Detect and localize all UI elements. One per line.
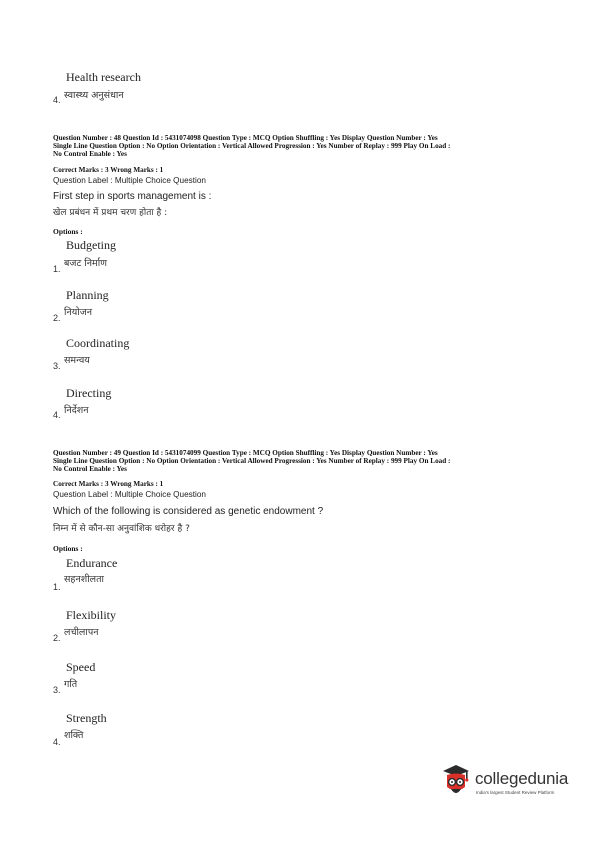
prev-option-4-english: Health research bbox=[66, 70, 141, 84]
q48-label: Question Label : Multiple Choice Question bbox=[53, 176, 206, 185]
q49-meta bbox=[53, 449, 450, 473]
q48-meta-line2: Single Line Question Option : No Option Orientation : Vertical Allowed Progression : Yes Number of Replay : 999 Play On Load : bbox=[53, 142, 451, 150]
q48-option-3-number: 3. bbox=[53, 361, 61, 371]
q49-option-1-number: 1. bbox=[53, 582, 61, 592]
q48-option-1-number: 1. bbox=[53, 264, 61, 274]
q48-option-1-english: Budgeting bbox=[66, 238, 116, 252]
q48-question-english: First step in sports management is : bbox=[53, 191, 212, 202]
q48-option-2-number: 2. bbox=[53, 313, 61, 323]
q49-option-1-hindi: सहनशीलता bbox=[64, 574, 104, 585]
q49-question-english: Which of the following is considered as genetic endowment ? bbox=[53, 506, 324, 517]
q48-meta bbox=[53, 134, 450, 158]
q49-option-2-english: Flexibility bbox=[66, 608, 117, 622]
q49-options-title: Options : bbox=[53, 544, 83, 553]
q48-option-1-hindi: बजट निर्माण bbox=[64, 258, 108, 269]
q48-option-4-hindi: निर्देशन bbox=[64, 405, 89, 416]
q48-option-2-hindi: नियोजन bbox=[64, 307, 93, 318]
q49-option-3-hindi: गति bbox=[64, 679, 78, 690]
q49-option-2-hindi: लचीलापन bbox=[64, 627, 99, 638]
q49-option-4-english: Strength bbox=[66, 711, 107, 725]
prev-option-4-number: 4. bbox=[53, 95, 61, 105]
q49-option-3-number: 3. bbox=[53, 685, 61, 695]
collegedunia-logo bbox=[439, 763, 579, 803]
q49-option-4-number: 4. bbox=[53, 737, 61, 747]
prev-option-4-hindi: स्वास्थ्य अनुसंधान bbox=[64, 90, 124, 101]
q49-meta-line2: Single Line Question Option : No Option Orientation : Vertical Allowed Progression : Yes Number of Replay : 999 Play On Load : bbox=[53, 457, 451, 465]
q49-label: Question Label : Multiple Choice Question bbox=[53, 490, 206, 499]
q48-question-hindi: खेल प्रबंधन में प्रथम चरण होता है : bbox=[53, 208, 168, 218]
q48-meta-line1: Question Number : 48 Question Id : 5431074098 Question Type : MCQ Option Shuffling : Yes Display Question Number : Yes bbox=[53, 134, 438, 142]
mascot-icon bbox=[439, 763, 473, 801]
q49-option-3-english: Speed bbox=[66, 660, 96, 674]
q49-option-4-hindi: शक्ति bbox=[64, 730, 84, 741]
q48-option-3-hindi: समन्वय bbox=[64, 355, 90, 366]
q48-option-3-english: Coordinating bbox=[66, 336, 130, 350]
q49-option-1-english: Endurance bbox=[66, 556, 118, 570]
q48-option-2-english: Planning bbox=[66, 288, 109, 302]
q49-marks: Correct Marks : 3 Wrong Marks : 1 bbox=[53, 480, 164, 488]
q48-option-4-english: Directing bbox=[66, 386, 112, 400]
q48-marks: Correct Marks : 3 Wrong Marks : 1 bbox=[53, 166, 164, 174]
q48-meta-line3: No Control Enable : Yes bbox=[53, 150, 127, 158]
q49-question-hindi: निम्न में से कौन-सा अनुवांशिक धरोहर है ? bbox=[53, 524, 190, 534]
q49-meta-line1: Question Number : 49 Question Id : 5431074099 Question Type : MCQ Option Shuffling : Yes Display Question Number : Yes bbox=[53, 449, 438, 457]
q48-options-title: Options : bbox=[53, 227, 83, 236]
logo-tagline: India's largest Student Review Platform bbox=[476, 790, 555, 795]
q49-option-2-number: 2. bbox=[53, 633, 61, 643]
q48-option-4-number: 4. bbox=[53, 410, 61, 420]
q49-meta-line3: No Control Enable : Yes bbox=[53, 465, 127, 473]
logo-name: collegedunia bbox=[475, 769, 569, 788]
